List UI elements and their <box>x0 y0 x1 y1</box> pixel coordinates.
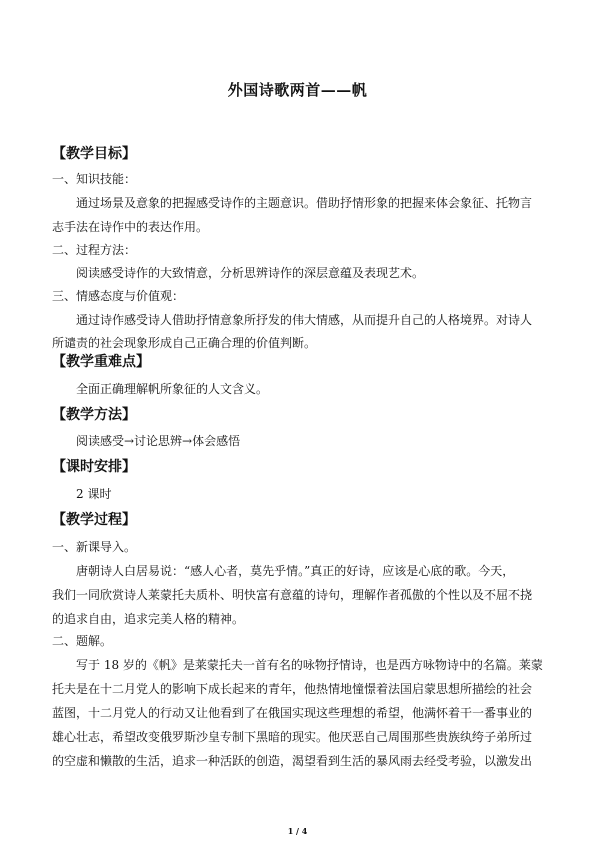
process-paragraph-line: 唐朝诗人白居易说：“感人心者，莫先乎情。”真正的好诗，应该是心底的歌。今天， <box>76 564 515 578</box>
page-title: 外国诗歌两首——帆 <box>227 81 368 99</box>
section-heading-schedule: 【课时安排】 <box>52 459 136 475</box>
goals-paragraph-line: 阅读感受诗作的大致情意，分析思辨诗作的深层意蕴及表现艺术。 <box>76 266 425 280</box>
goals-heading-process: 二、过程方法： <box>52 243 137 257</box>
process-heading-intro: 一、新课导入。 <box>52 540 137 554</box>
goals-paragraph-line: 通过场景及意象的把握感受诗作的主题意识。借助抒情形象的把握来体会象征、托物言 <box>76 196 533 210</box>
process-paragraph-line: 我们一同欣赏诗人莱蒙托夫质朴、明快富有意蕴的诗句，理解作者孤傲的个性以及不屈不挠 <box>52 588 533 602</box>
goals-heading-emotion: 三、情感态度与价值观： <box>52 289 185 303</box>
section-heading-key-points: 【教学重难点】 <box>52 354 150 370</box>
schedule-text: 2 课时 <box>76 487 112 501</box>
goals-paragraph-line: 所谴责的社会现象形成自己正确合理的价值判断。 <box>52 336 317 350</box>
section-heading-process: 【教学过程】 <box>52 512 136 528</box>
process-paragraph-line: 雄心壮志，希望改变俄罗斯沙皇专制下黑暗的现实。他厌恶自己周围那些贵族纨绔子弟所过 <box>52 730 533 744</box>
process-heading-title: 二、题解。 <box>52 634 113 648</box>
goals-paragraph-line: 志手法在诗作中的表达作用。 <box>52 220 209 234</box>
process-paragraph-line: 的追求自由，追求完美人格的精神。 <box>52 612 245 626</box>
page-number: 1 / 4 <box>287 826 308 836</box>
section-heading-goals: 【教学目标】 <box>52 146 136 162</box>
goals-heading-knowledge: 一、知识技能： <box>52 172 137 186</box>
section-heading-methods: 【教学方法】 <box>52 407 136 423</box>
methods-text: 阅读感受→讨论思辨→体会感悟 <box>76 434 241 448</box>
process-paragraph-line: 的空虚和懒散的生活，追求一种活跃的创造，渴望看到生活的暴风雨去经受考验，以激发出 <box>52 754 533 768</box>
process-paragraph-line: 蓝图，十二月党人的行动又让他看到了在俄国实现这些理想的希望，他满怀着干一番事业的 <box>52 706 533 720</box>
process-paragraph-line: 写于 18 岁的《帆》是莱蒙托夫一首有名的咏物抒情诗，也是西方咏物诗中的名篇。莱蒙 <box>76 658 543 672</box>
key-points-text: 全面正确理解帆所象征的人文含义。 <box>76 382 269 396</box>
goals-paragraph-line: 通过诗作感受诗人借助抒情意象所抒发的伟大情感，从而提升自己的人格境界。对诗人 <box>76 313 533 327</box>
process-paragraph-line: 托夫是在十二月党人的影响下成长起来的青年，他热情地憧憬着法国启蒙思想所描绘的社会 <box>52 682 533 696</box>
